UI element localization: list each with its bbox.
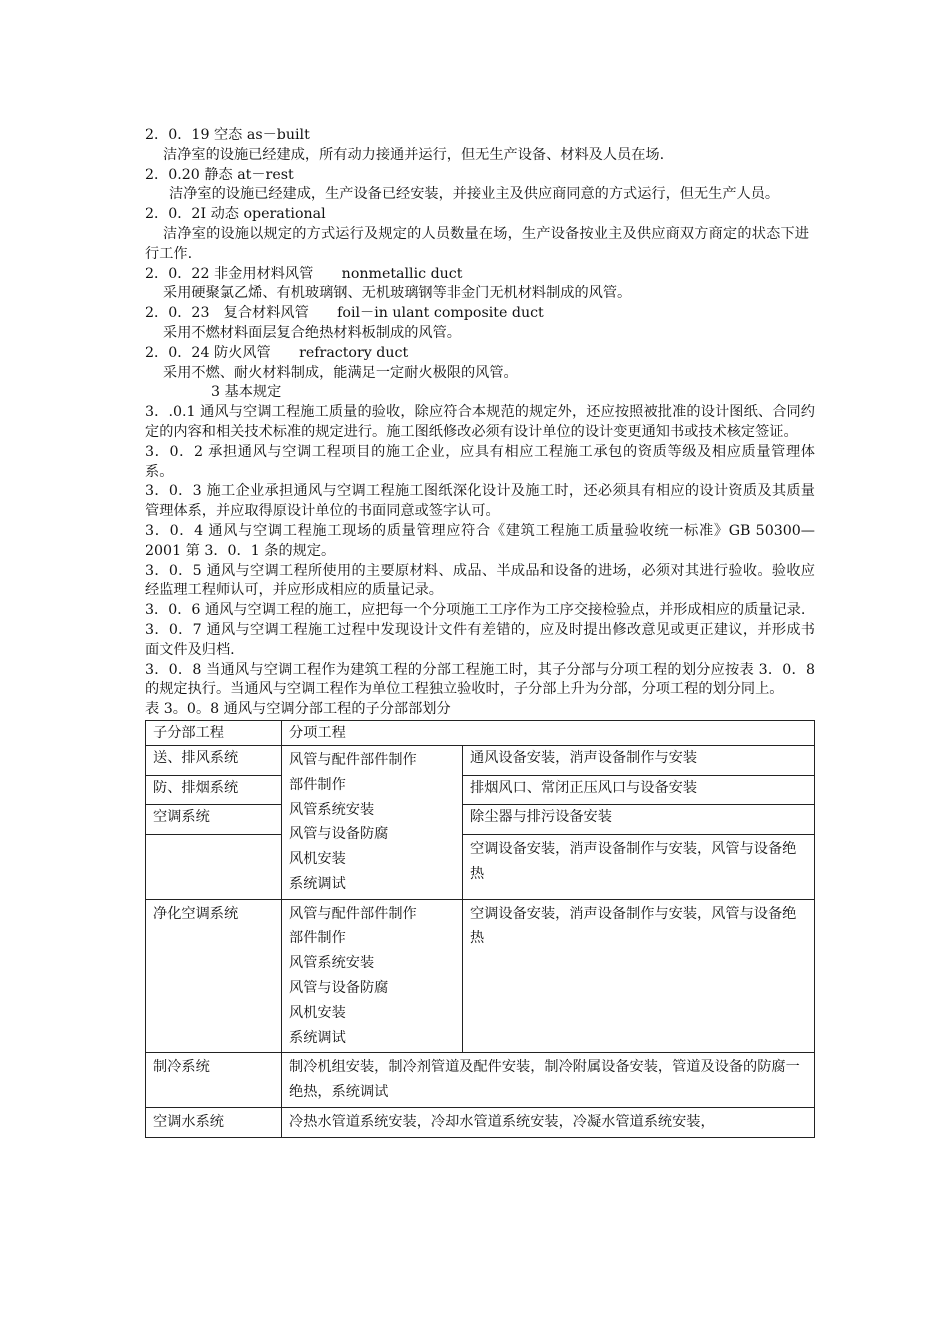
header-items: 分项工程 [282, 720, 815, 745]
clause-3-0-6: 3．0．6 通风与空调工程的施工，应把每一个分项施工工序作为工序交接检验点，并形成相应的质量记录. [145, 602, 806, 619]
subsystem-cell: 空调系统 [146, 805, 282, 835]
subsystem-cell: 送、排风系统 [146, 745, 282, 775]
clause-3-0-5: 3．0．5 通风与空调工程所使用的主要原材料、成品、半成品和设备的进场，必须对其进行验收。验收应经监理工程师认可，并应形成相应的质量记录。 [145, 562, 815, 599]
clause-3-0-2: 3．0．2 承担通风与空调工程项目的施工企业，应具有相应工程施工承包的资质等级及相应质量管理体系。 [145, 443, 815, 480]
table-caption: 表 3。0。8 通风与空调分部工程的子分部部划分 [145, 701, 451, 718]
clause-text: 采用不燃、耐火材料制成，能满足一定耐火极限的风管。 [163, 364, 518, 381]
list-item: 风机安装 [289, 1004, 346, 1021]
specific-items-cell: 排烟风口、常闭正压风口与设备安装 [463, 775, 815, 805]
specific-items-cell: 空调设备安装，消声设备制作与安装，风管与设备绝热 [463, 834, 815, 899]
clause-3-0-7: 3．0．7 通风与空调工程施工过程中发现设计文件有差错的，应及时提出修改意见或更正建议，并形成书面文件及归档. [145, 621, 815, 658]
clause-2-0-19: 2．0．19 空态 as－built [145, 127, 310, 143]
clause-text: 洁净室的设施已经建成，生产设备已经安装，并接业主及供应商同意的方式运行，但无生产人员。 [169, 186, 780, 203]
table-row [146, 899, 815, 1053]
clause-text: 洁净室的设施以规定的方式运行及规定的人员数量在场，生产设备按业主及供应商双方商定的状态下进行工作. [145, 225, 809, 262]
list-item: 风管与设备防腐 [289, 980, 389, 997]
clause-3-0-3: 3．0．3 施工企业承担通风与空调工程施工图纸深化设计及施工时，还必须具有相应的设计资质及其质量管理体系，并应取得原设计单位的书面同意或签字认可。 [145, 483, 815, 520]
table-row [146, 1053, 815, 1108]
list-item: 风管与设备防腐 [289, 826, 389, 843]
document-page [145, 126, 815, 1138]
list-item: 系统调试 [289, 1029, 346, 1046]
table-row [146, 1108, 815, 1138]
specific-items-cell: 除尘器与排污设备安装 [463, 805, 815, 835]
list-item: 风管与配件部件制作 [289, 905, 417, 922]
clause-text: 采用不燃材料面层复合绝热材料板制成的风管。 [163, 324, 461, 341]
clause-3-0-1: 3．.0.1 通风与空调工程施工质量的验收，除应符合本规范的规定外，还应按照被批准的设计图纸、合同约定的内容和相关技术标准的规定进行。施工图纸修改必须有设计单位的设计变更通知书或技术核定签证。 [145, 404, 815, 440]
common-items-cell [282, 899, 463, 1053]
table-row [146, 775, 815, 805]
list-item: 风管系统安装 [289, 955, 375, 972]
water-items-cell: 冷热水管道系统安装，冷却水管道系统安装，冷凝水管道系统安装， [282, 1108, 815, 1138]
clause-2-0-23: 2．0．23 复合材料风管 foil－in ulant composite duct [145, 305, 544, 322]
subsystem-cell-empty [146, 834, 282, 899]
table-row [146, 745, 815, 775]
table-header-row [146, 720, 815, 745]
clause-3-0-4: 3．0．4 通风与空调工程施工现场的质量管理应符合《建筑工程施工质量验收统一标准》GB 50300—2001 第 3．0．1 条的规定。 [145, 522, 815, 559]
list-item: 系统调试 [289, 875, 346, 892]
specific-items-cell: 空调设备安装，消声设备制作与安装，风管与设备绝热 [463, 899, 815, 1053]
header-subsystem: 子分部工程 [146, 720, 282, 745]
common-items-cell [282, 745, 463, 899]
list-item: 部件制作 [289, 776, 346, 793]
refrigeration-items-cell: 制冷机组安装，制冷剂管道及配件安装，制冷附属设备安装，管道及设备的防腐一绝热，系统调试 [282, 1053, 815, 1108]
subsystem-cell: 制冷系统 [146, 1053, 282, 1108]
clause-2-0-21: 2．0．2I 动态 operational [145, 206, 326, 223]
section-heading: 3 基本规定 [211, 384, 282, 401]
list-item: 风管系统安装 [289, 801, 375, 818]
list-item: 风机安装 [289, 851, 346, 868]
clause-2-0-22: 2．0．22 非金用材料风管 nonmetallic duct [145, 265, 463, 282]
subsystem-cell: 防、排烟系统 [146, 775, 282, 805]
table-row [146, 834, 815, 899]
clause-text: 采用硬聚氯乙烯、有机玻璃钢、无机玻璃钢等非金门无机材料制成的风管。 [163, 285, 632, 302]
subsystem-cell: 空调水系统 [146, 1108, 282, 1138]
list-item: 风管与配件部件制作 [289, 751, 417, 768]
subsystem-cell: 净化空调系统 [146, 899, 282, 1053]
clause-text: 洁净室的设施已经建成，所有动力接通并运行，但无生产设备、材料及人员在场. [163, 146, 665, 163]
clause-2-0-20: 2．0.20 静态 at－rest [145, 166, 294, 183]
clause-2-0-24: 2．0．24 防火风管 refractory duct [145, 344, 409, 361]
table-row [146, 805, 815, 835]
list-item: 部件制作 [289, 930, 346, 947]
subdivision-table [145, 720, 815, 1138]
clause-3-0-8: 3．0．8 当通风与空调工程作为建筑工程的分部工程施工时，其子分部与分项工程的划分应按表 3．0．8 的规定执行。当通风与空调工程作为单位工程独立验收时，子分部上升为分部，分项工程的划分同上。 [145, 661, 815, 698]
specific-items-cell: 通风设备安装，消声设备制作与安装 [463, 745, 815, 775]
